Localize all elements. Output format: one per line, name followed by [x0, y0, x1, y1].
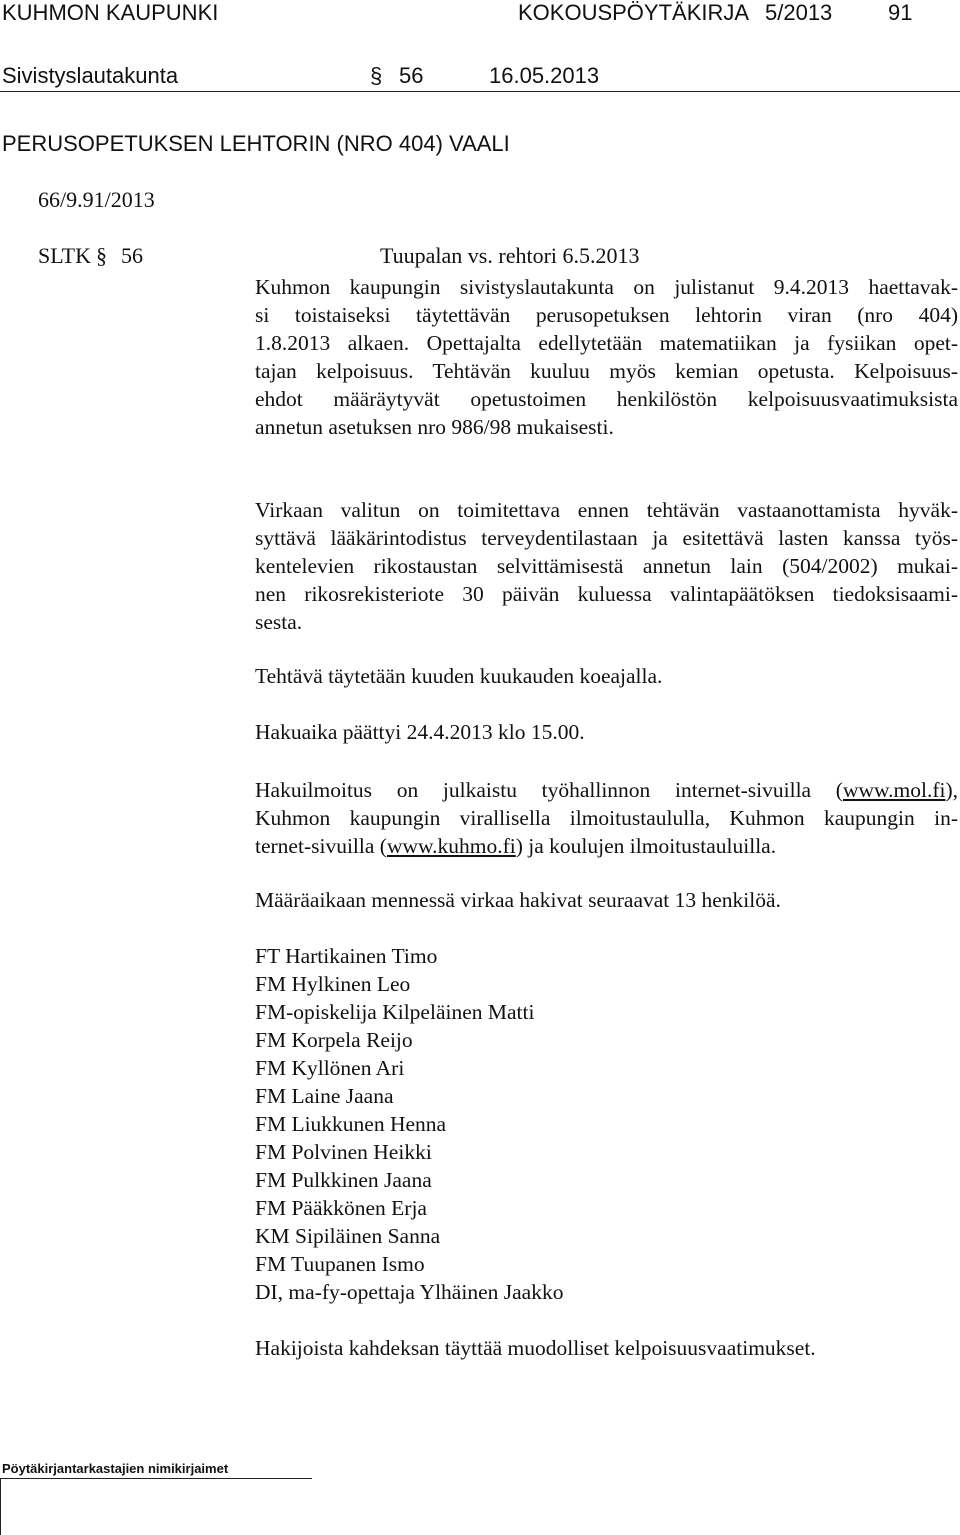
- text-line: [255, 776, 958, 804]
- kuhmo-link[interactable]: www.kuhmo.fi: [386, 834, 516, 858]
- text-line: nen rikosrekisteriote 30 päivän kuluessa valintapäätöksen tiedoksisaami-: [255, 582, 958, 606]
- list-item: FM Pulkkinen Jaana: [255, 1168, 432, 1192]
- meeting-date: 16.05.2013: [489, 63, 600, 88]
- text-segment: ternet-sivuilla (: [255, 834, 387, 858]
- prior-text: Tuupalan vs. rehtori 6.5.2013: [380, 243, 640, 268]
- paragraph-deadline: Hakuaika päättyi 24.4.2013 klo 15.00.: [255, 720, 585, 744]
- prior-section-mark: §: [96, 243, 107, 268]
- text-line: [255, 832, 958, 860]
- signatures-label: Pöytäkirjantarkastajien nimikirjaimet: [2, 1461, 229, 1476]
- text-line: kentelevien rikostaustan selvittämisestä annetun lain (504/2002) mukai-: [255, 554, 958, 578]
- list-item: FM Kyllönen Ari: [255, 1056, 405, 1080]
- list-item: FM Hylkinen Leo: [255, 972, 411, 996]
- paragraph-qualified: Hakijoista kahdeksan täyttää muodolliset kelpoisuusvaatimukset.: [255, 1336, 816, 1360]
- prior-number: 56: [121, 243, 143, 268]
- list-item: DI, ma-fy-opettaja Ylhäinen Jaakko: [255, 1280, 564, 1304]
- text-line: sesta.: [255, 610, 303, 634]
- mol-link[interactable]: www.mol.fi: [842, 778, 946, 802]
- text-segment: ) ja koulujen ilmoitustauluilla.: [515, 834, 777, 858]
- text-line: syttävä lääkärintodistus terveydentilastaan ja esitettävä lasten kanssa työs-: [255, 526, 958, 550]
- page-title: PERUSOPETUKSEN LEHTORIN (NRO 404) VAALI: [2, 131, 510, 156]
- text-line: Kuhmon kaupungin sivistyslautakunta on julistanut 9.4.2013 haettavak-: [255, 275, 958, 299]
- paragraph-requirements: [255, 496, 958, 636]
- text-line: ehdot määräytyvät opetustoimen henkilöstön kelpoisuusvaatimuksista: [255, 387, 958, 411]
- doc-type: KOKOUSPÖYTÄKIRJA: [518, 0, 750, 25]
- list-item: FM Polvinen Heikki: [255, 1140, 432, 1164]
- signature-box-edge: [0, 1478, 1, 1535]
- text-segment: ),: [945, 778, 958, 802]
- text-line: annetun asetuksen nro 986/98 mukaisesti.: [255, 415, 614, 439]
- list-item: FM-opiskelija Kilpeläinen Matti: [255, 1000, 535, 1024]
- list-item: KM Sipiläinen Sanna: [255, 1224, 441, 1248]
- board-name: Sivistyslautakunta: [2, 63, 179, 88]
- paragraph-publication: [255, 776, 958, 860]
- list-item: FM Liukkunen Henna: [255, 1112, 447, 1136]
- text-line: Virkaan valitun on toimitettava ennen tehtävän vastaanottamista hyväk-: [255, 498, 958, 522]
- doc-number: 5/2013: [765, 0, 833, 25]
- list-item: FM Pääkkönen Erja: [255, 1196, 427, 1220]
- paragraph-applicant-count: Määräaikaan mennessä virkaa hakivat seuraavat 13 henkilöä.: [255, 888, 781, 912]
- section-number: 56: [399, 63, 424, 88]
- paragraph-trial-period: Tehtävä täytetään kuuden kuukauden koeajalla.: [255, 664, 663, 688]
- page-number: 91: [888, 0, 913, 25]
- list-item: FT Hartikainen Timo: [255, 944, 438, 968]
- list-item: FM Korpela Reijo: [255, 1028, 413, 1052]
- list-item: FM Laine Jaana: [255, 1084, 394, 1108]
- text-line: 1.8.2013 alkaen. Opettajalta edellytetään matematiikan ja fysiikan opet-: [255, 331, 958, 355]
- org-name: KUHMON KAUPUNKI: [2, 0, 219, 25]
- text-line: Kuhmon kaupungin virallisella ilmoitustaululla, Kuhmon kaupungin in-: [255, 806, 958, 830]
- paragraph-announcement: [255, 273, 958, 441]
- text-line: si toistaiseksi täytettävän perusopetuksen lehtorin viran (nro 404): [255, 303, 958, 327]
- signature-line: [0, 1478, 312, 1479]
- text-line: tajan kelpoisuus. Tehtävän kuuluu myös kemian opetusta. Kelpoisuus-: [255, 359, 958, 383]
- section-mark: §: [370, 63, 383, 88]
- text-segment: Hakuilmoitus on julkaistu työhallinnon internet-sivuilla (: [255, 778, 843, 802]
- reference-number: 66/9.91/2013: [38, 187, 155, 212]
- prior-label: SLTK: [38, 243, 91, 268]
- header-rule: [0, 91, 960, 92]
- applicant-list: [255, 942, 563, 1306]
- list-item: FM Tuupanen Ismo: [255, 1252, 425, 1276]
